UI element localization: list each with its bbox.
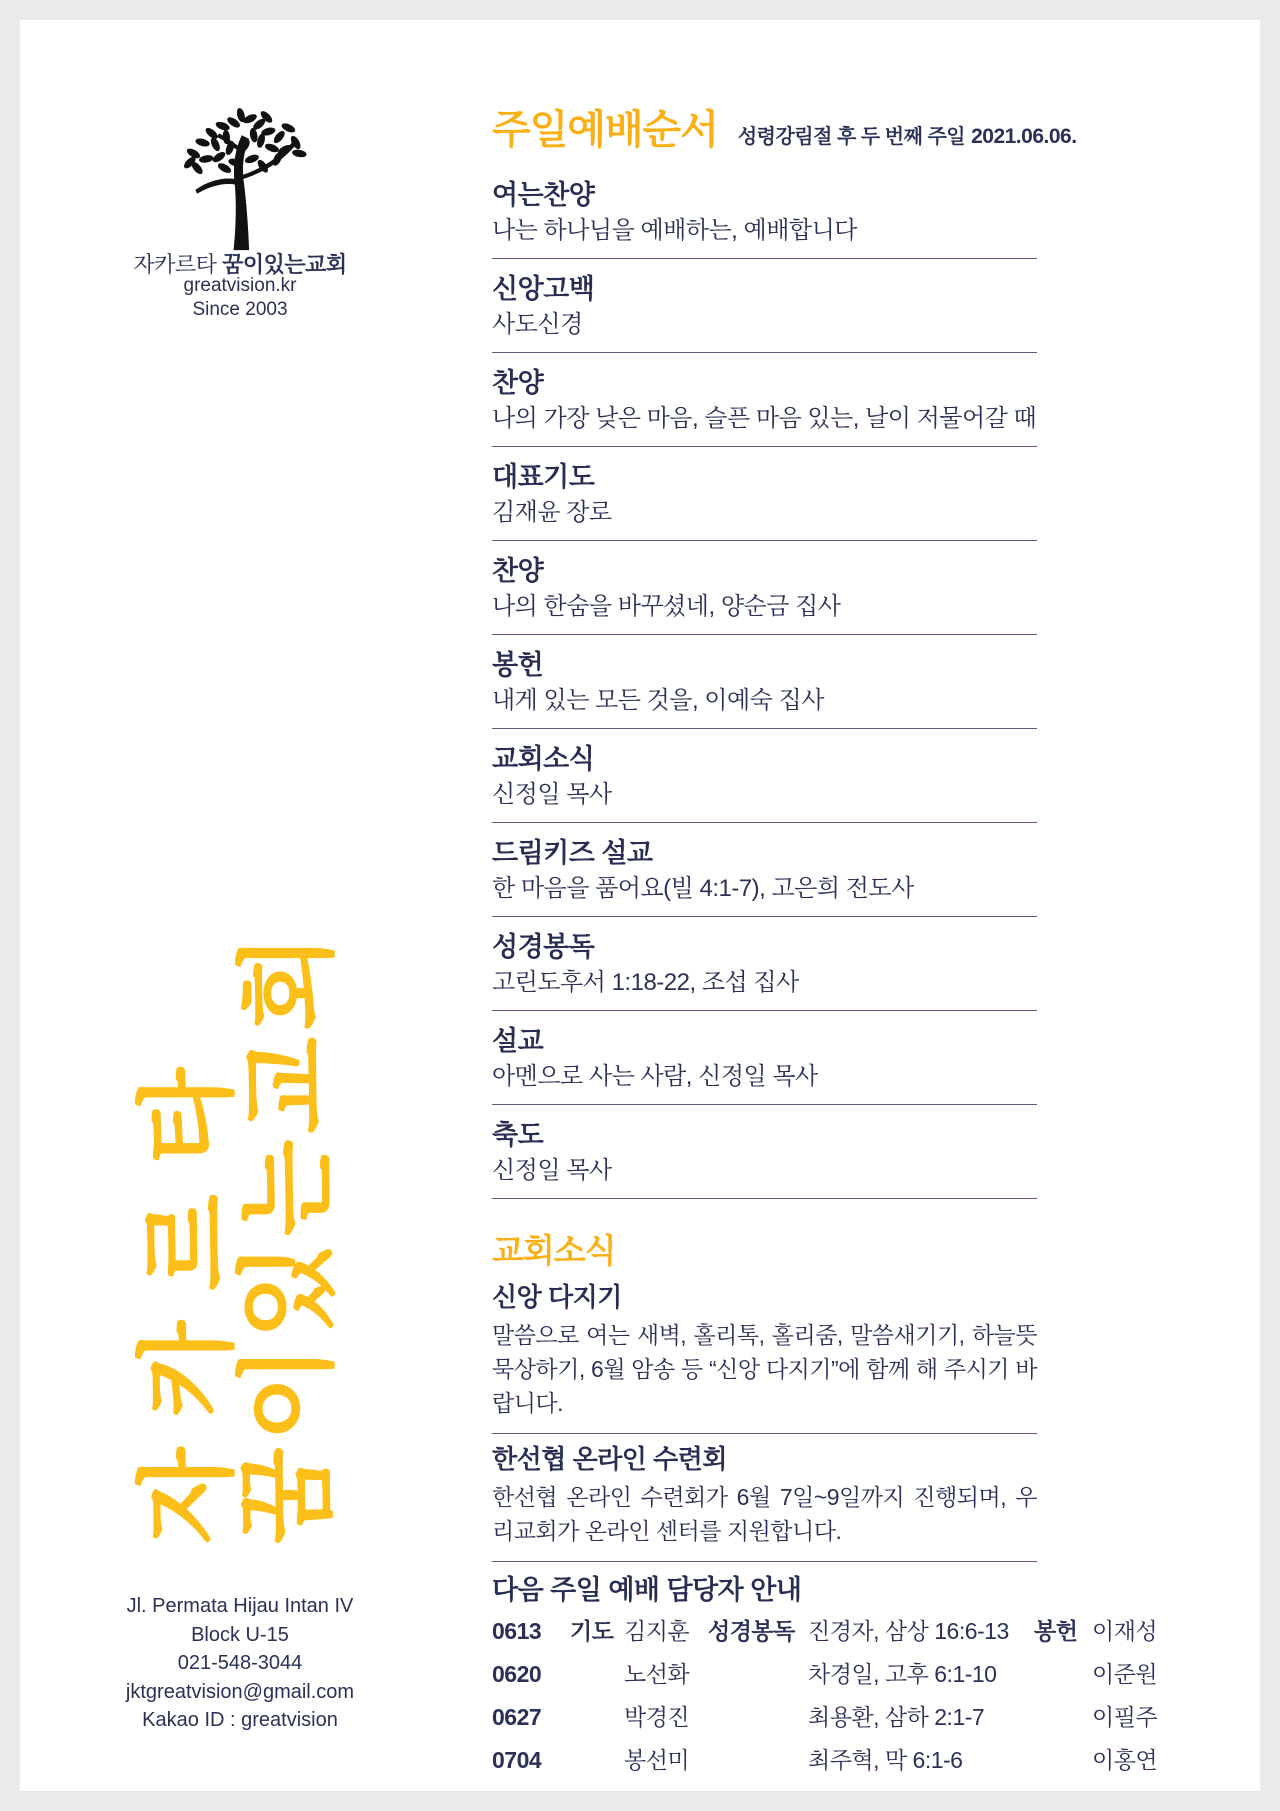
table-cell-scripture: 최주혁, 막 6:1-6 [808,1747,963,1773]
service-date: 2021.06.06. [971,125,1077,148]
table-cell-prayer: 봉선미 [624,1747,690,1773]
contact-kakao-id: Kakao ID : greatvision [142,1709,338,1731]
worship-item [492,635,1037,729]
worship-item-title: 신앙고백 [492,274,595,304]
contact-block [70,1592,410,1735]
church-logo-tree-icon [168,106,312,252]
church-since: Since 2003 [192,299,288,320]
table-cell-offering: 이필주 [1092,1704,1158,1730]
worship-item-title: 성경봉독 [492,932,595,962]
table-cell-prayer: 김지훈 [624,1618,690,1644]
table-cell-prayer: 박경진 [624,1704,690,1730]
worship-item-detail: 사도신경 [492,311,583,338]
news-item-body: 한선협 온라인 수련회가 6월 7일~9일까지 진행되며, 우리교회가 온라인 센터를 지원합니다. [492,1484,1037,1544]
contact-email: jktgreatvision@gmail.com [125,1680,355,1703]
worship-item-title: 드림키즈 설교 [492,838,653,868]
table-cell-scripture: 진경자, 삼상 16:6-13 [808,1618,1009,1644]
next-week-section [492,1562,1172,1788]
worship-item-detail: 한 마음을 품어요(빌 4:1-7), 고은희 전도사 [492,875,914,902]
liturgical-week: 성령강림절 후 두 번째 주일 [737,126,966,148]
contact-address-line2: Block U-15 [191,1623,289,1646]
vertical-church-name-line2: 꿈이있는교회 [232,928,344,1544]
table-cell-empty [708,1745,808,1788]
worship-item-title: 설교 [492,1026,544,1056]
page-title: 주일예배순서 [492,108,718,152]
worship-item-detail: 아멘으로 사는 사람, 신정일 목사 [492,1063,818,1090]
worship-item-detail: 나는 하나님을 예배하는, 예배합니다 [492,217,857,244]
contact-address-line1: Jl. Permata Hijau Intan IV [126,1595,354,1617]
table-cell-scripture: 차경일, 고후 6:1-10 [808,1661,997,1687]
worship-item-title: 여는찬양 [492,180,595,210]
table-cell-date: 0627 [492,1704,542,1730]
worship-item-title: 찬양 [492,556,544,586]
church-name-city: 자카르타 [133,252,217,277]
worship-item-detail: 고린도후서 1:18-22, 조섭 집사 [492,969,799,996]
table-cell-offering: 이준원 [1092,1661,1158,1687]
worship-item-detail: 김재윤 장로 [492,499,612,526]
worship-item-detail: 나의 가장 낮은 마음, 슬픈 마음 있는, 날이 저물어갈 때 [492,405,1037,432]
table-cell-offering: 이홍연 [1092,1747,1158,1773]
contact-phone: 021-548-3044 [177,1652,303,1674]
church-name-main: 꿈이있는교회 [222,252,347,277]
worship-item-title: 봉헌 [492,650,544,680]
worship-item [492,823,1037,917]
next-week-table [492,1616,1172,1788]
worship-item [492,541,1037,635]
table-cell-empty [570,1659,624,1702]
worship-item-title: 찬양 [492,368,544,398]
table-cell-empty [708,1702,808,1745]
table-label-scripture: 성경봉독 [708,1618,795,1644]
worship-item-title: 대표기도 [492,462,595,492]
next-week-title: 다음 주일 예배 담당자 안내 [492,1575,802,1605]
vertical-church-name-line1: 자카르타 [132,1037,244,1544]
table-cell-empty [1034,1745,1092,1788]
worship-item [492,173,1037,259]
news-item-body: 말씀으로 여는 새벽, 홀리톡, 홀리줌, 말씀새기기, 하늘뜻묵상하기, 6월 암송 등 “신앙 다지기”에 함께 해 주시기 바랍니다. [492,1322,1037,1416]
worship-item [492,729,1037,823]
table-cell-prayer: 노선화 [624,1661,690,1687]
worship-item-detail: 신정일 목사 [492,781,612,808]
table-label-prayer: 기도 [570,1618,614,1644]
table-cell-empty [570,1702,624,1745]
church-website: greatvision.kr [183,275,297,296]
worship-item [492,447,1037,541]
worship-item-detail: 나의 한숨을 바꾸셨네, 양순금 집사 [492,593,841,620]
worship-item [492,353,1037,447]
worship-item-detail: 신정일 목사 [492,1157,612,1184]
church-news-header: 교회소식 [492,1232,616,1269]
worship-item [492,1011,1037,1105]
worship-item-title: 축도 [492,1120,544,1150]
table-cell-scripture: 최용환, 삼하 2:1-7 [808,1704,985,1730]
worship-item [492,1105,1037,1199]
table-cell-date: 0620 [492,1661,542,1687]
table-cell-date: 0704 [492,1747,542,1773]
news-item-title: 한선협 온라인 수련회 [492,1444,727,1474]
worship-item [492,259,1037,353]
worship-item-detail: 내게 있는 모든 것을, 이예숙 집사 [492,687,824,714]
table-cell-date: 0613 [492,1618,542,1644]
news-item-title: 신앙 다지기 [492,1282,622,1312]
table-cell-empty [1034,1659,1092,1702]
news-item [492,1434,1037,1562]
worship-item-title: 교회소식 [492,744,595,774]
table-label-offering: 봉헌 [1034,1618,1078,1644]
bulletin-header [492,98,1172,155]
table-cell-empty [708,1659,808,1702]
worship-item [492,917,1037,1011]
bulletin-page [20,20,1260,1791]
header-subtitle [738,120,1077,149]
table-cell-empty [1034,1702,1092,1745]
news-item [492,1272,1037,1434]
worship-order-section [492,98,1172,1788]
table-cell-offering: 이재성 [1092,1618,1158,1644]
worship-order-list [492,173,1037,1199]
table-cell-empty [570,1745,624,1788]
